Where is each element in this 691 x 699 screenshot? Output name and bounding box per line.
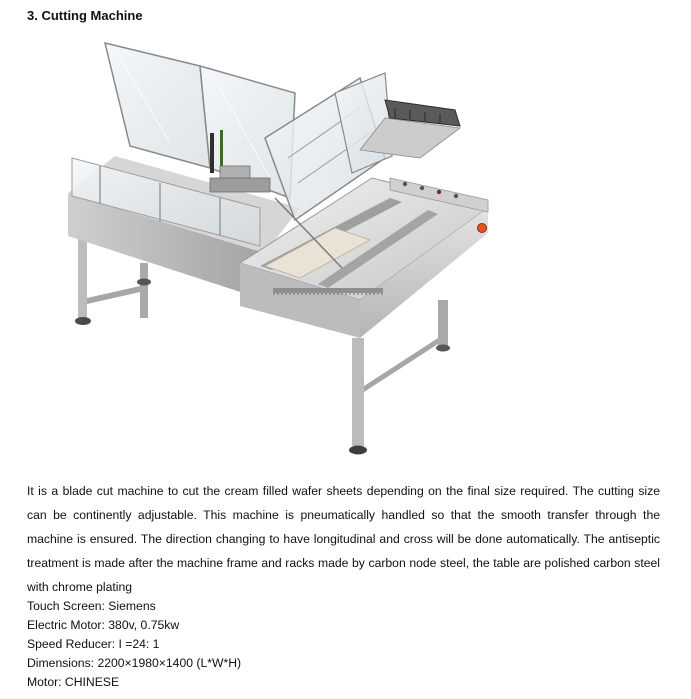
description-paragraph: It is a blade cut machine to cut the cream filled wafer sheets depending on the final size required. The cutting size can be continently adjustable. This machine is pneumatically handled so that the smooth transfer through the machine is ensured. The direction changing to have longitudinal and cross will be done automatically. The antiseptic treatment is made after the machine frame and racks made by carbon node steel, the table are polished carbon steel with chrome plating xyxy=(27,484,660,594)
spec-motor: Motor: CHINESE xyxy=(27,675,120,689)
spec-electric-motor: Electric Motor: 380v, 0.75kw xyxy=(27,618,180,632)
cutting-machine-photo xyxy=(60,38,500,466)
spec-dimensions: Dimensions: 2200×1980×1400 (L*W*H) xyxy=(27,656,242,670)
section-title: 3. Cutting Machine xyxy=(27,8,143,23)
spec-touch-screen: Touch Screen: Siemens xyxy=(27,599,156,613)
spec-list xyxy=(27,597,241,692)
spec-speed-reducer: Speed Reducer: I =24: 1 xyxy=(27,637,160,651)
